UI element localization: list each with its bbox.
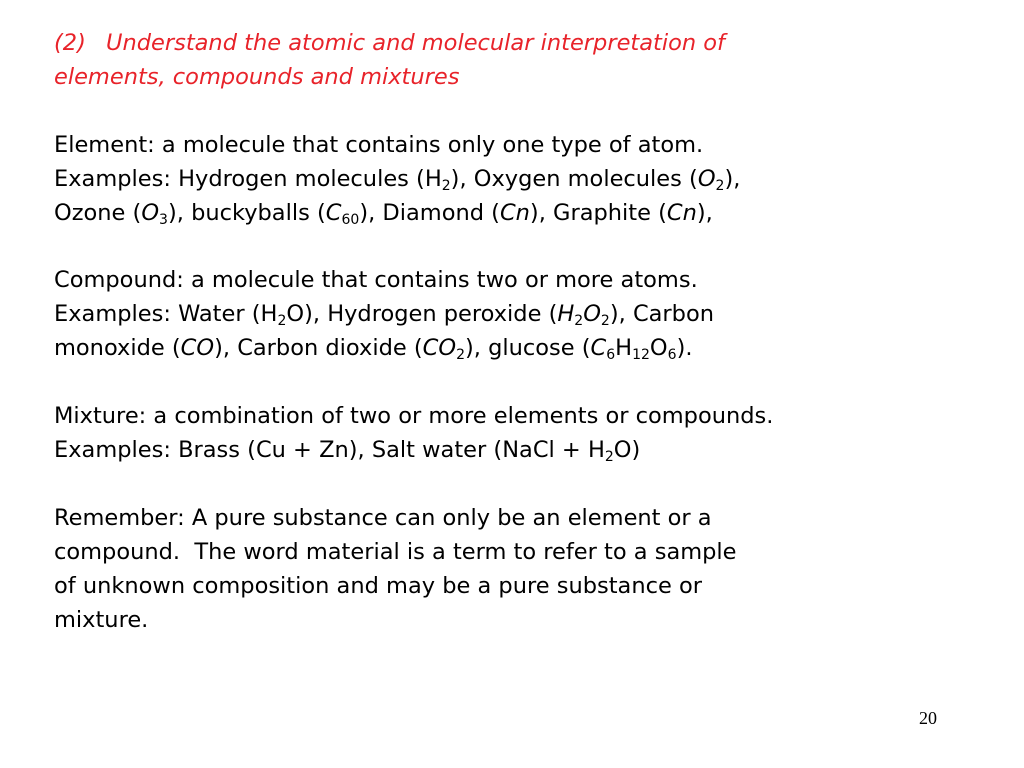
peroxide-formula: $H_2O_2$ bbox=[557, 301, 610, 329]
oxygen-formula: $O_2$ bbox=[697, 166, 725, 194]
water-formula: $H_2O$ bbox=[260, 301, 305, 329]
heading-text-line-1: Understand the atomic and molecular interpretation of bbox=[106, 30, 725, 56]
co2-formula: $CO_2$ bbox=[422, 335, 465, 363]
co-formula: CO bbox=[180, 335, 215, 361]
element-examples-line-1: Examples: Hydrogen molecules $(H_2)$, Oxygen molecules $(O_2)$, bbox=[54, 166, 741, 194]
compound-examples-line-1: Examples: Water $(H_2O)$, Hydrogen peroxide $(H_2O_2)$, Carbon bbox=[54, 301, 714, 329]
compound-definition: Compound: a molecule that contains two or more atoms. bbox=[54, 267, 698, 293]
brass-name: Brass bbox=[178, 437, 240, 463]
ozone-formula: $O_3$ bbox=[141, 200, 168, 228]
water-name: Water bbox=[178, 301, 245, 327]
diamond-name: Diamond bbox=[382, 200, 484, 226]
remember-line-4: mixture. bbox=[54, 607, 149, 633]
compound-examples-line-2: monoxide (CO), Carbon dioxide $(CO_2)$, glucose $(C_6H_{12}O_6)$. bbox=[54, 335, 693, 363]
glucose-name: glucose bbox=[488, 335, 575, 361]
compound-examples-label: Examples: bbox=[54, 301, 179, 327]
remember-paragraph bbox=[54, 501, 1024, 637]
saltwater-formula: NaCl + $H_2O$ bbox=[502, 437, 632, 465]
peroxide-name: Hydrogen peroxide bbox=[327, 301, 542, 327]
graphite-name: Graphite bbox=[553, 200, 651, 226]
graphite-formula: Cn bbox=[666, 200, 697, 226]
saltwater-name: Salt water bbox=[371, 437, 487, 463]
mixture-examples-label: Examples: bbox=[54, 437, 179, 463]
heading-number: (2) bbox=[54, 30, 86, 56]
mixture-examples-line-1: Examples: Brass (Cu + Zn), Salt water (NaCl + $H_2O$) bbox=[54, 437, 641, 465]
mixture-definition: Mixture: a combination of two or more elements or compounds. bbox=[54, 403, 774, 429]
element-examples-line-2: Ozone $(O_3)$, buckyballs $(C_{60})$, Diamond (Cn), Graphite (Cn), bbox=[54, 200, 713, 228]
brass-formula: Cu + Zn bbox=[255, 437, 349, 463]
co-name-part-1: Carbon bbox=[632, 301, 714, 327]
remember-line-2: compound. The word material is a term to refer to a sample bbox=[54, 539, 737, 565]
buckyballs-formula: $C_{60}$ bbox=[325, 200, 360, 228]
compound-paragraph bbox=[54, 263, 1024, 365]
element-definition: Element: a molecule that contains only one type of atom. bbox=[54, 132, 704, 158]
glucose-formula: $C_6H_{12}O_6$ bbox=[590, 335, 677, 363]
element-examples-label: Examples: bbox=[54, 166, 179, 192]
co2-name: Carbon dioxide bbox=[237, 335, 407, 361]
oxygen-name: Oxygen molecules bbox=[473, 166, 682, 192]
page-number: 20 bbox=[919, 708, 937, 728]
remember-line-3: of unknown composition and may be a pure substance or bbox=[54, 573, 702, 599]
buckyballs-name: buckyballs bbox=[191, 200, 310, 226]
remember-line-1: Remember: A pure substance can only be an element or a bbox=[54, 505, 712, 531]
mixture-paragraph bbox=[54, 399, 1024, 467]
ozone-name: Ozone bbox=[54, 200, 126, 226]
heading-line-1 bbox=[54, 26, 1024, 60]
hydrogen-formula: $H_2$ bbox=[424, 166, 451, 194]
diamond-formula: Cn bbox=[499, 200, 530, 226]
co-name-part-2: monoxide bbox=[54, 335, 165, 361]
heading-text-line-2: elements, compounds and mixtures bbox=[54, 64, 460, 90]
hydrogen-name: Hydrogen molecules bbox=[178, 166, 409, 192]
slide-heading bbox=[54, 26, 1024, 94]
element-paragraph bbox=[54, 128, 1024, 230]
